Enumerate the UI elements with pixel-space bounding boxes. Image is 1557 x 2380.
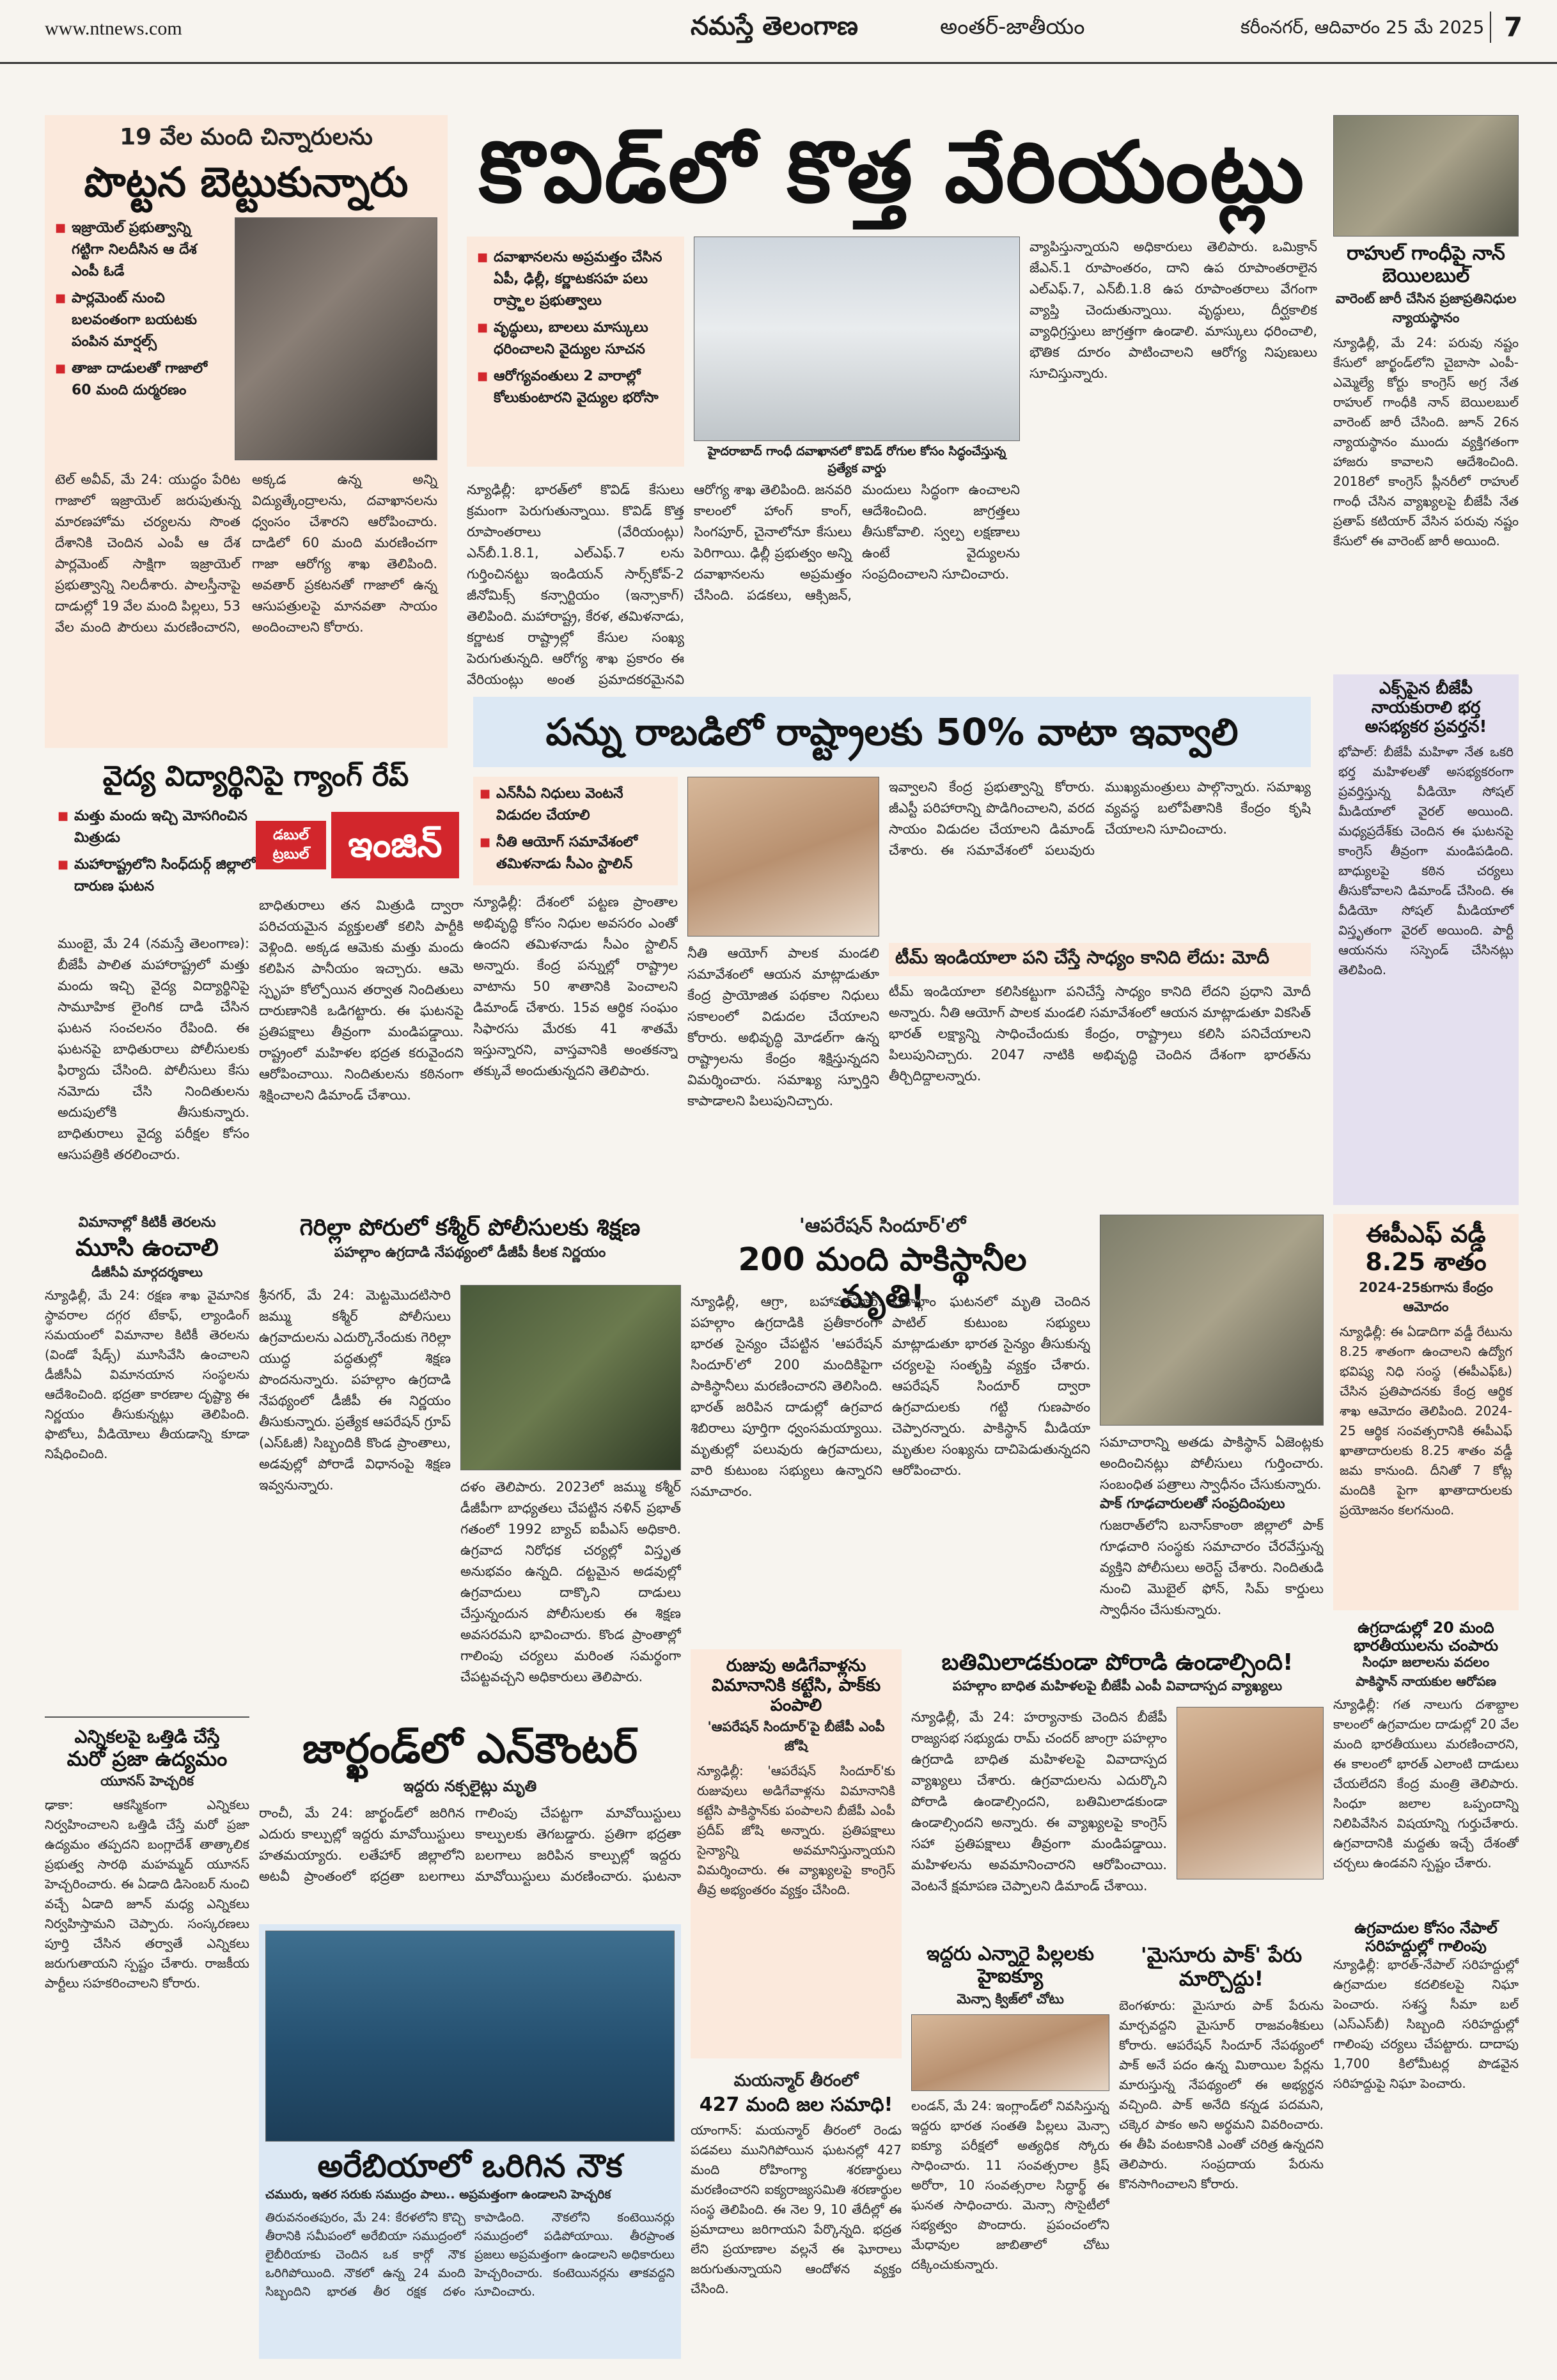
medstudent-bullets <box>58 805 262 903</box>
bengal-sub: సింధూ జలాలను వదలం <box>1362 1654 1490 1670</box>
ship-sub: చమురు, ఇతర సరుకు సముద్రం పాలు.. అప్రమత్తంగా ఉండాలని హెచ్చరిక <box>265 2187 611 2202</box>
election-headline-1: ఎన్నికలపై ఒత్తిడి చేస్తే <box>74 1725 220 1747</box>
myanmar-body: యాంగాన్: మయన్మార్ తీరంలో రెండు పడవలు మునిగిపోయిన ఘటనల్లో 427 మంది రోహింగ్యా శరణార్థులు మరణించారని ఐక్యరాజ్యసమితి శరణార్థుల సంస్థ తెలిపింది. ఈ నెల 9, 10 తేదీల్లో ఈ ప్రమాదాలు జరిగాయని పేర్కొన్నది. భద్రత లేని ప్రయాణాల వల్లనే ఈ ఘోరాలు జరుగుతున్నాయని ఆందోళన వ్యక్తం చేసింది. <box>691 2122 902 2296</box>
election-headline-2: మరో ప్రజా ఉద్యమం <box>67 1746 228 1771</box>
mp-visit-body: న్యూఢిల్లీ: 'ఆపరేషన్ సిందూర్'కు రుజువులు అడిగేవాళ్లను విమానానికి కట్టేసి పాకిస్థాన్‌కు పంపాలని బీజేపీ ఎంపీ ప్రదీప్ జోషి అన్నారు. ప్రతిపక్షాలు సైన్యాన్ని అవమానిస్తున్నాయని విమర్శించారు. ఈ వ్యాఖ్యలపై కాంగ్రెస్ తీవ్ర అభ్యంతరం వ్యక్తం చేసింది. <box>697 1763 895 1898</box>
rahul-headline: రాహుల్ గాంధీపై నాన్ బెయిలబుల్ <box>1347 242 1505 287</box>
bengal-box <box>1333 1619 1519 1913</box>
mp-wife-headline: ఎక్స్‌పైన బీజేపీ నాయకురాలి భర్త అసభ్యకర ప్రవర్తన! <box>1365 679 1487 736</box>
airline-headline-2: మూసి ఉంచాలి <box>75 1233 219 1261</box>
nepal-headline: ఉగ్రవాదుల కోసం నేపాల్ సరిహద్దుల్లో గాలింపు <box>1354 1919 1498 1955</box>
jharkhand-article <box>259 1726 681 1911</box>
sindoor-body-3: సమాచారాన్ని అతడు పాకిస్థాన్ ఏజెంట్లకు అందించినట్లు పోలీసులు గుర్తించారు. సంబంధిత పత్రాలు స్వాధీనం చేసుకున్నారు. <box>1100 1435 1324 1492</box>
medstudent-headline: వైద్య విద్యార్థినిపై గ్యాంగ్ రేప్ <box>102 761 409 793</box>
sindoor-photo <box>1100 1215 1324 1426</box>
left-lower-column <box>45 1215 249 2353</box>
epf-box <box>1333 1214 1519 1610</box>
mp-wife-body: భోపాల్: బీజేపీ మహిళా నేత ఒకరి భర్త మహిళలతో అసభ్యకరంగా ప్రవర్తిస్తున్న వీడియో సోషల్ మీడియాలో వైరల్ అయింది. మధ్యప్రదేశ్‌కు చెందిన ఈ ఘటనపై కాంగ్రెస్ తీవ్రంగా మండిపడింది. బాధ్యులపై కఠిన చర్యలు తీసుకోవాలని డిమాండ్ చేసింది. ఈ వీడియో సోషల్ మీడియాలో విస్తృతంగా వైరల్ అయింది. పార్టీ ఆయనను సస్పెండ్ చేసినట్లు తెలిపింది. <box>1338 743 1514 977</box>
election-body: ఢాకా: ఆకస్మికంగా ఎన్నికలు నిర్వహించాలని ఒత్తిడి చేస్తే మరో ప్రజా ఉద్యమం తప్పదని బంగ్లాదేశ్ తాత్కాలిక ప్రభుత్వ సారథి మహమ్మద్ యూనస్ హెచ్చరించారు. ఈ ఏడాది డిసెంబర్ నుంచి వచ్చే ఏడాది జూన్ మధ్య ఎన్నికలు నిర్వహిస్తామని చెప్పారు. సంస్కరణలు పూర్తి చేసిన తర్వాతే ఎన్నికలు జరుగుతాయని స్పష్టం చేశారు. రాజకీయ పార్టీలు సహకరించాలని కోరారు. <box>45 1796 249 1991</box>
epf-sub: 2024-25కుగాను కేంద్రం ఆమోదం <box>1359 1280 1493 1315</box>
covid-photo-caption: హైదరాబాద్ గాంధీ దవాఖానలో కొవిడ్ రోగుల కోసం సిద్ధంచేస్తున్న ప్రత్యేక వార్డు <box>707 444 1006 476</box>
modi-body: టీమ్ ఇండియాలా కలిసికట్టుగా పనిచేస్తే సాధ్యం కానిది లేదని ప్రధాని మోదీ అన్నారు. నీతి ఆయోగ్ పాలక మండలి సమావేశంలో ఆయన మాట్లాడుతూ వికసిత్ భారత్ లక్ష్యాన్ని సాధించేందుకు కేంద్రం, రాష్ట్రాలు కలిసి పనిచేయాలని పిలుపునిచ్చారు. 2047 నాటికి అభివృద్ధి చెందిన దేశంగా భారత్‌ను తీర్చిదిద్దాలన్నారు. <box>889 984 1311 1084</box>
spy-headline: పాక్ గూఢచారులతో సంప్రదింపులు <box>1100 1496 1285 1512</box>
edition-date: కరీంనగర్, ఆదివారం 25 మే 2025 <box>1240 17 1485 38</box>
jharkhand-sub: ఇద్దరు నక్సలైట్లు మృతి <box>403 1777 537 1795</box>
sindoor-headline: 200 మంది పాకిస్థానీల మృతి! <box>738 1241 1027 1315</box>
rahul-body: న్యూఢిల్లీ, మే 24: పరువు నష్టం కేసులో జార్ఖండ్‌లోని చైబాసా ఎంపీ-ఎమ్మెల్యే కోర్టు కాంగ్రెస్ అగ్ర నేత రాహుల్ గాంధీకి నాన్ బెయిలబుల్ వారెంట్ జారీ చేసింది. జూన్ 26న న్యాయస్థానం ముందు వ్యక్తిగతంగా హాజరు కావాలని ఆదేశించింది. 2018లో కాంగ్రెస్ ప్లీనరీలో రాహుల్ గాంధీ చేసిన వ్యాఖ్యలపై బీజేపీ నేత ప్రతాప్ కటియార్ వేసిన పరువు నష్టం కేసులో ఈ వారెంట్ జారీ అయింది. <box>1333 335 1519 548</box>
kashmir-body-2: దళం తెలిపారు. 2023లో జమ్ము కశ్మీర్ డీజీపీగా బాధ్యతలు చేపట్టిన నళిన్ ప్రభాత్ గతంలో 1992 బ్యాచ్ ఐపీఎస్ అధికారి. ఉగ్రవాద నిరోధక చర్యల్లో విస్తృత అనుభవం ఉన్నది. దట్టమైన అడవుల్లో ఉగ్రవాదులు దాక్కొని దాడులు చేస్తున్నందున పోలీసులకు ఈ శిక్షణ అవసరమని భావించారు. కొండ ప్రాంతాల్లో గాలింపు చర్యలు మరింత సమర్థంగా చేపట్టవచ్చని అధికారులు తెలిపారు. <box>460 1479 681 1684</box>
sindoor-kicker: 'ఆపరేషన్ సిందూర్'లో <box>799 1215 966 1237</box>
airline-body: న్యూఢిల్లీ, మే 24: రక్షణ శాఖ వైమానిక స్థావరాల దగ్గర టేకాఫ్, ల్యాండింగ్ సమయంలో విమానాల కిటికీ తెరలను (విండో షేడ్స్) మూసివేసి ఉంచాలని డీజీసీఏ విమానయాన సంస్థలను ఆదేశించింది. భద్రతా కారణాల దృష్ట్యా ఈ నిర్ణయం తీసుకున్నట్లు తెలిపింది. ఫొటోలు, వీడియోలు తీయడాన్ని కూడా నిషేధించింది. <box>45 1287 249 1461</box>
gaza-article <box>45 115 448 748</box>
bullet-item: ■ మత్తు మందు ఇచ్చి మోసగించిన మిత్రుడు <box>58 805 262 849</box>
gaza-headline: పొట్టన బెట్టుకున్నారు <box>84 159 409 206</box>
covid-body-2: ఆరోగ్య శాఖ తెలిపింది. జనవరి కాలంలో హాంగ్ కాంగ్, సింగపూర్, చైనాలోనూ కేసులు పెరిగాయి. ఢిల్లీ ప్రభుత్వం అన్ని దవాఖానలను అప్రమత్తం చేసింది. పడకలు, ఆక్సిజన్, మందులు సిద్ధంగా ఉంచాలని ఆదేశించింది. జాగ్రత్తలు తీసుకోవాలి. స్వల్ప లక్షణాలు ఉంటే వైద్యులను సంప్రదించాలని సూచించారు. <box>694 482 1020 603</box>
masthead <box>0 0 1557 64</box>
tax-headline-band <box>473 697 1311 767</box>
tax-body-3: ఇవ్వాలని కేంద్ర ప్రభుత్వాన్ని కోరారు. జీఎస్టీ పరిహారాన్ని పొడిగించాలని, వరద సాయం విడుదల చేయాలని డిమాండ్ చేశారు. ఈ సమావేశంలో పలువురు ముఖ్యమంత్రులు పాల్గొన్నారు. సమాఖ్య వ్యవస్థ బలోపేతానికి కేంద్రం కృషి చేయాలని సూచించారు. <box>889 779 1311 858</box>
badge-small: డబుల్ ట్రబుల్ <box>256 821 326 869</box>
kashmir-photo <box>460 1285 681 1470</box>
covid-photo <box>694 237 1020 441</box>
nri-photo <box>911 2014 1109 2091</box>
double-engine-badge <box>256 812 460 882</box>
rahul-photo <box>1333 115 1519 237</box>
nepal-body: న్యూఢిల్లీ: భారత్-నేపాల్ సరిహద్దుల్లో ఉగ్రవాదుల కదలికలపై నిఘా పెంచారు. సశస్త్ర సీమా బల్ (ఎస్ఎస్‌బీ) సిబ్బంది సరిహద్దుల్లో గాలింపు చర్యలు చేపట్టారు. దాదాపు 1,700 కిలోమీటర్ల పొడవైన సరిహద్దుపై నిఘా పెంచారు. <box>1333 1957 1519 2092</box>
nepal-box <box>1333 1920 1519 2112</box>
mysore-article <box>1119 1943 1324 2359</box>
medstudent-body-2: బాధితురాలు తన మిత్రుడి ద్వారా పరిచయమైన వ్యక్తులతో కలిసి పార్టీకి వెళ్లింది. అక్కడ ఆమెకు మత్తు మందు కలిపిన పానీయం ఇచ్చారు. ఆమె స్పృహ కోల్పోయిన తర్వాత నిందితులు దారుణానికి ఒడిగట్టారు. ఈ ఘటనపై ప్రతిపక్షాలు తీవ్రంగా మండిపడ్డాయి. రాష్ట్రంలో మహిళల భద్రత కరువైందని ఆరోపించాయి. నిందితులను కఠినంగా శిక్షించాలని డిమాండ్ చేశాయి. <box>259 898 464 1103</box>
covid-body-1: న్యూఢిల్లీ: భారత్‌లో కొవిడ్ కేసులు క్రమంగా పెరుగుతున్నాయి. కొవిడ్ కొత్త రూపాంతరాలు (వేరియంట్లు) ఎన్‌బీ.1.8.1, ఎల్‌ఎఫ్.7 లను గుర్తించినట్టు ఇండియన్ సార్స్‌కోవ్-2 జీనోమిక్స్ కన్సార్టియం (ఇన్సాకాగ్) తెలిపింది. మహారాష్ట్ర, కేరళ, తమిళనాడు, కర్ణాటక రాష్ట్రాల్లో కేసుల సంఖ్య పెరుగుతున్నది. ఆరోగ్య శాఖ ప్రకారం ఈ వేరియంట్లు అంత ప్రమాదకరమైనవి <box>467 482 684 687</box>
newspaper-name: నమస్తే తెలంగాణ <box>691 12 859 41</box>
bullet-item: ■ ఇజ్రాయెల్ ప్రభుత్వాన్ని గట్టిగా నిలదీసిన ఆ దేశ ఎంపీ ఓడే <box>55 217 226 283</box>
fight-body: న్యూఢిల్లీ, మే 24: హర్యానాకు చెందిన బీజేపీ రాజ్యసభ సభ్యుడు రామ్ చందర్ జాంగ్రా పహల్గాం ఉగ్రదాడి బాధిత మహిళలపై వివాదాస్పద వ్యాఖ్యలు చేశారు. ఉగ్రవాదులను ఎదుర్కొని పోరాడి ఉండాల్సిందని, బతిమిలాడకుండా ఉండాల్సిందని అన్నారు. ఈ వ్యాఖ్యలపై కాంగ్రెస్ సహా ప్రతిపక్షాలు తీవ్రంగా మండిపడ్డాయి. మహిళలను అవమానించారని ఆరోపించాయి. వెంటనే క్షమాపణ చెప్పాలని డిమాండ్ చేశాయి. <box>911 1709 1167 1894</box>
airline-sub: డీజీసీఏ మార్గదర్శకాలు <box>91 1264 203 1280</box>
bengal-body: న్యూఢిల్లీ: గత నాలుగు దశాబ్దాల కాలంలో ఉగ్రవాదుల దాడుల్లో 20 వేల మంది భారతీయులు మరణించారని, ఈ కాలంలో భారత్ ఎలాంటి దాడులు చేయలేదని కేంద్ర మంత్రి తెలిపారు. సింధూ జలాల ఒప్పందాన్ని నిలిపివేసిన విషయాన్ని గుర్తుచేశారు. ఉగ్రవాదానికి మద్దతు ఇచ్చే దేశంతో చర్చలు ఉండవని స్పష్టం చేశారు. <box>1333 1697 1519 1871</box>
sindoor-body-2: పహల్గాం ఘటనలో మృతి చెందిన పాటిల్ కుటుంబ సభ్యులు మాట్లాడుతూ భారత సైన్యం తీసుకున్న చర్యలపై సంతృప్తి వ్యక్తం చేశారు. ఆపరేషన్ సిందూర్ ద్వారా ఉగ్రవాదులకు గట్టి గుణపాఠం చెప్పారన్నారు. పాకిస్థాన్ మీడియా మృతుల సంఖ్యను దాచిపెడుతున్నదని ఆరోపించారు. <box>892 1294 1090 1478</box>
nri-headline: ఇద్దరు ఎన్నారై పిల్లలకు హైఐక్యూ <box>926 1943 1095 1987</box>
tax-body-2: నీతి ఆయోగ్ పాలక మండలి సమావేశంలో ఆయన మాట్లాడుతూ కేంద్ర ప్రాయోజిత పథకాల నిధులు సకాలంలో విడుదల చేయాలని కోరారు. అభివృద్ధి మోడల్‌గా ఉన్న రాష్ట్రాలను కేంద్రం శిక్షిస్తున్నదని విమర్శించారు. సమాఖ్య స్ఫూర్తిని కాపాడాలని పిలుపునిచ్చారు. <box>687 945 879 1108</box>
jharkhand-headline: జార్ఖండ్‌లో ఎన్‌కౌంటర్ <box>302 1726 638 1773</box>
right-column <box>1333 115 1519 2353</box>
medstudent-article <box>45 761 467 1195</box>
mp-visit-headline: రుజువు అడిగేవాళ్లను విమానానికి కట్టేసి, పాక్‌కు పంపాలి <box>711 1656 881 1716</box>
election-sub: యూనస్ హెచ్చరిక <box>100 1773 194 1789</box>
spy-box <box>1100 1496 1324 1637</box>
bullet-item: ■ ఎన్‌సీఏ నిధులు వెంటనే విడుదల చేయాలి <box>480 783 671 827</box>
spy-body: గుజరాత్‌లోని బనాస్‌కాంఠా జిల్లాలో పాక్ గూఢచారి సంస్థకు సమాచారం చేరవేస్తున్న వ్యక్తిని పోలీసులు అరెస్ట్ చేశారు. నిందితుడి నుంచి మొబైల్ ఫోన్, సిమ్ కార్డులు స్వాధీనం చేసుకున్నారు. <box>1100 1518 1324 1617</box>
ship-article <box>259 1924 681 2359</box>
gaza-kicker: 19 వేల మంది చిన్నారులను <box>120 124 373 150</box>
kashmir-headline: గెరిల్లా పోరులో కశ్మీర్ పోలీసులకు శిక్షణ <box>299 1215 641 1241</box>
modi-headline: టీమ్ ఇండియాలా పని చేస్తే సాధ్యం కానిది లేదు: మోదీ <box>889 943 1311 976</box>
bullet-item: ■ దవాఖానలను అప్రమత్తం చేసిన ఏపీ, ఢిల్లీ, కర్ణాటకసహ పలు రాష్ర్టాల ప్రభుత్వాలు <box>477 247 674 312</box>
modi-box <box>889 943 1311 1186</box>
tax-bullet-box <box>473 777 678 885</box>
fight-headline: బతిమిలాడకుండా పోరాడి ఉండాల్సింది! <box>941 1649 1294 1676</box>
covid-article <box>467 115 1317 690</box>
covid-headline: కొవిడ్‌లో కొత్త వేరియంట్లు <box>478 123 1306 222</box>
bengal-headline: ఉగ్రదాడుల్లో 20 మంది భారతీయులను చంపారు <box>1353 1619 1499 1654</box>
gaza-body: టెల్ అవీవ్, మే 24: యుద్ధం పేరిట గాజాలో ఇజ్రాయెల్ జరుపుతున్న మారణహోమ చర్యలను సొంత దేశానికి చెందిన ఎంపీ ఆ దేశ పార్లమెంట్ సాక్షిగా ఇజ్రాయెల్ ప్రభుత్వాన్ని నిలదీశారు. పాలస్తీనాపై దాడుల్లో 19 వేల మంది పిల్లలు, 53 వేల మంది పౌరులు మరణించారని, అక్కడ ఉన్న అన్ని విద్యుత్కేంద్రాలను, దవాఖానలను ధ్వంసం చేశారని ఆరోపించారు. దాడిలో 60 మంది మరణించగా గాజా ఆరోగ్య శాఖ తెలిపింది. అవతార్ ప్రకటనతో గాజాలో ఉన్న ఆసుపత్రులపై మానవతా సాయం అందించాలని కోరారు. <box>55 471 437 635</box>
rahul-sub: వారెంట్ జారీ చేసిన ప్రజాప్రతినిధుల న్యాయస్థానం <box>1335 291 1517 325</box>
fight-photo <box>1177 1707 1324 1879</box>
bullet-item: ■ మహారాష్ట్రలోని సింధ్‌దుర్గ్ జిల్లాలో దారుణ ఘటన <box>58 854 262 898</box>
jharkhand-body: రాంచీ, మే 24: జార్ఖండ్‌లో జరిగిన ఎదురు కాల్పుల్లో ఇద్దరు మావోయిస్టులు హతమయ్యారు. లతేహార్ జిల్లాలోని అటవీ ప్రాంతంలో భద్రతా బలగాలు గాలింపు చేపట్టగా మావోయిస్టులు కాల్పులకు తెగబడ్డారు. ప్రతిగా భద్రతా బలగాలు జరిపిన కాల్పుల్లో ఇద్దరు మావోయిస్టులు మరణించారు. ఘటనా <box>259 1805 681 1884</box>
mp-visit-sub: 'ఆపరేషన్ సిందూర్'పై బీజేపీ ఎంపీ జోషి <box>707 1719 885 1754</box>
sindoor-body: న్యూఢిల్లీ, ఆగ్రా, బహావల్‌పూర్: పహల్గాం ఉగ్రదాడికి ప్రతీకారంగా భారత సైన్యం చేపట్టిన 'ఆపరేషన్ సిందూర్'లో 200 మందికిపైగా పాకిస్థానీలు మరణించారని తెలిసింది. భారత్ జరిపిన దాడుల్లో ఉగ్రవాద శిబిరాలు పూర్తిగా ధ్వంసమయ్యాయి. మృతుల్లో పలువురు ఉగ్రవాదులు, వారి కుటుంబ సభ్యులు ఉన్నారని సమాచారం. <box>691 1294 882 1499</box>
kashmir-sub: పహల్గాం ఉగ్రదాడి నేపథ్యంలో డీజీపీ కీలక నిర్ణయం <box>334 1245 606 1261</box>
airline-headline-1: విమానాల్లో కిటికీ తెరలను <box>78 1215 216 1231</box>
mp-wife-box <box>1333 674 1519 1205</box>
tax-headline: పన్ను రాబడిలో రాష్ట్రాలకు 50% వాటా ఇవ్వాలి <box>545 710 1239 754</box>
mp-visit-article <box>691 1649 902 2058</box>
tax-article <box>473 777 1311 1186</box>
site-url[interactable]: www.ntnews.com <box>45 18 182 39</box>
myanmar-headline-1: మయన్మార్ తీరంలో <box>733 2071 859 2090</box>
tax-body: న్యూఢిల్లీ: దేశంలో పట్టణ ప్రాంతాల అభివృద్ధి కోసం నిధుల అవసరం ఎంతో ఉందని తమిళనాడు సీఎం స్టాలిన్ అన్నారు. కేంద్ర పన్నుల్లో రాష్ట్రాల వాటాను 50 శాతానికి పెంచాలని డిమాండ్ చేశారు. 15వ ఆర్థిక సంఘం సిఫారసు మేరకు 41 శాతమే ఇస్తున్నారని, వాస్తవానికి అంతకన్నా తక్కువే అందుతున్నదని తెలిపారు. <box>473 894 678 1078</box>
stalin-photo <box>687 777 879 937</box>
myanmar-article <box>691 2071 902 2359</box>
medstudent-body: ముంబై, మే 24 (నమస్తే తెలంగాణ): బీజేపీ పాలిత మహారాష్ట్రలో మత్తు మందు ఇచ్చి వైద్య విద్యార్థినిపై సామూహిక లైంగిక దాడి చేసిన ఘటన సంచలనం రేపింది. ఈ ఘటనపై బాధితురాలు పోలీసులకు ఫిర్యాదు చేసింది. పోలీసులు కేసు నమోదు చేసి నిందితులను అదుపులోకి తీసుకున్నారు. బాధితురాలు వైద్య పరీక్షల కోసం ఆసుపత్రికి తరలించారు. <box>58 936 249 1162</box>
kashmir-body: శ్రీనగర్, మే 24: మెట్టమొదటిసారి జమ్ము కశ్మీర్ పోలీసులు ఉగ్రవాదులను ఎదుర్కొనేందుకు గెరిల్లా యుద్ధ పద్ధతుల్లో శిక్షణ పొందనున్నారు. పహల్గాం ఉగ్రదాడి నేపథ్యంలో డీజీపీ ఈ నిర్ణయం తీసుకున్నారు. ప్రత్యేక ఆపరేషన్ గ్రూప్ (ఎస్‌ఓజీ) సిబ్బందికి కొండ ప్రాంతాలు, అడవుల్లో పోరాడే విధానంపై శిక్షణ ఇవ్వనున్నారు. <box>259 1287 451 1493</box>
sindoor-article <box>691 1215 1324 1637</box>
badge-big: ఇంజిన్ <box>331 812 459 878</box>
epf-headline: ఈపీఎఫ్ వడ్డీ 8.25 శాతం <box>1365 1220 1487 1276</box>
myanmar-headline-2: 427 మంది జల సమాధి! <box>699 2094 893 2116</box>
kashmir-article <box>259 1215 681 1713</box>
bullet-item: ■ ఆరోగ్యవంతులు 2 వారాల్లో కోలుకుంటారని వైద్యుల భరోసా <box>477 366 674 409</box>
fight-article <box>911 1649 1324 1931</box>
bullet-item: ■ వృద్ధులు, బాలలు మాస్కులు ధరించాలని వైద్యుల సూచన <box>477 317 674 361</box>
ship-body: తిరువనంతపురం, మే 24: కేరళలోని కొచ్చి తీరానికి సమీపంలో అరేబియా సముద్రంలో లైబీరియాకు చెందిన ఒక కార్గో నౌక ఒరిగిపోయింది. నౌకలో ఉన్న 24 మంది సిబ్బందిని భారత తీర రక్షక దళం కాపాడింది. నౌకలోని కంటెయినర్లు సముద్రంలో పడిపోయాయి. తీరప్రాంత ప్రజలు అప్రమత్తంగా ఉండాలని అధికారులు హెచ్చరించారు. కంటెయినర్లను తాకవద్దని సూచించారు. <box>265 2210 675 2299</box>
gaza-bullets <box>55 217 226 460</box>
gaza-photo <box>235 217 437 460</box>
bullet-item: ■ పార్లమెంట్ నుంచి బలవంతంగా బయటకు పంపిన మార్షల్స్ <box>55 288 226 353</box>
page-number: 7 <box>1490 12 1522 43</box>
nri-sub: మెన్సా క్విజ్‌లో చోటు <box>957 1991 1064 2007</box>
fight-sub: పహల్గాం బాధిత మహిళలపై బీజేపీ ఎంపీ వివాదాస్పద వ్యాఖ్యలు <box>952 1678 1283 1694</box>
bullet-item: ■ తాజా దాడులతో గాజాలో 60 మంది దుర్మరణం <box>55 358 226 401</box>
nri-body: లండన్, మే 24: ఇంగ్లాండ్‌లో నివసిస్తున్న ఇద్దరు భారత సంతతి పిల్లలు మెన్సా ఐక్యూ పరీక్షలో అత్యధిక స్కోరు సాధించారు. 11 సంవత్సరాల క్రిష్ అరోరా, 10 సంవత్సరాల సిద్ధార్థ్ ఈ ఘనత సాధించారు. మెన్సా సొసైటీలో సభ్యత్వం పొందారు. ప్రపంచంలోని మేధావుల జాబితాలో చోటు దక్కించుకున్నారు. <box>911 2098 1109 2272</box>
epf-body: న్యూఢిల్లీ: ఈ ఏడాదిగా వడ్డీ రేటును 8.25 శాతంగా ఉంచాలని ఉద్యోగ భవిష్య నిధి సంస్థ (ఈపీఎఫ్‌ఓ) చేసిన ప్రతిపాదనకు కేంద్ర ఆర్థిక శాఖ ఆమోదం తెలిపింది. 2024-25 ఆర్థిక సంవత్సరానికి ఈపీఎఫ్ ఖాతాదారులకు 8.25 శాతం వడ్డీ జమ కానుంది. దీనితో 7 కోట్ల మందికి పైగా ఖాతాదారులకు ప్రయోజనం కలగనుంది. <box>1340 1324 1512 1518</box>
section-name: అంతర్-జాతీయం <box>940 14 1085 40</box>
bengal-sub-2: పాకిస్థాన్ నాయకుల ఆరోపణ <box>1356 1674 1496 1690</box>
mysore-body: బెంగళూరు: మైసూరు పాక్ పేరును మార్చవద్దని మైసూర్ రాజవంశీకులు కోరారు. ఆపరేషన్ సిందూర్ నేపథ్యంలో పాక్ అనే పదం ఉన్న మిఠాయిల పేర్లను మారుస్తున్న నేపథ్యంలో ఈ అభ్యర్థన వచ్చింది. పాక్ అనేది కన్నడ పదమని, చక్కెర పాకం అని అర్థమని వివరించారు. ఈ తీపి వంటకానికి ఎంతో చరిత్ర ఉన్నదని తెలిపారు. సంప్రదాయ పేరును కొనసాగించాలని కోరారు. <box>1119 1997 1324 2191</box>
mysore-headline: 'మైసూరు పాక్' పేరు మార్చొద్దు! <box>1140 1943 1303 1991</box>
nri-article <box>911 1943 1109 2359</box>
covid-body-3: వ్యాపిస్తున్నాయని అధికారులు తెలిపారు. ఒమిక్రాన్ జేఎన్.1 రూపాంతరం, దాని ఉప రూపాంతరాలైన ఎల్‌ఎఫ్.7, ఎన్‌బీ.1.8 ఉప రూపాంతరాలు వేగంగా వ్యాప్తి చెందుతున్నాయి. వృద్ధులు, దీర్ఘకాలిక వ్యాధిగ్రస్తులు జాగ్రత్తగా ఉండాలి. మాస్కులు ధరించాలి, భౌతిక దూరం పాటించాలని ఆరోగ్య నిపుణులు సూచిస్తున్నారు. <box>1029 239 1317 381</box>
ship-photo <box>265 1931 675 2142</box>
covid-bullet-box <box>467 237 684 467</box>
ship-headline: అరేబియాలో ఒరిగిన నౌక <box>317 2147 623 2184</box>
bullet-item: ■ నీతి ఆయోగ్ సమావేశంలో తమిళనాడు సీఎం స్టాలిన్ <box>480 832 671 875</box>
